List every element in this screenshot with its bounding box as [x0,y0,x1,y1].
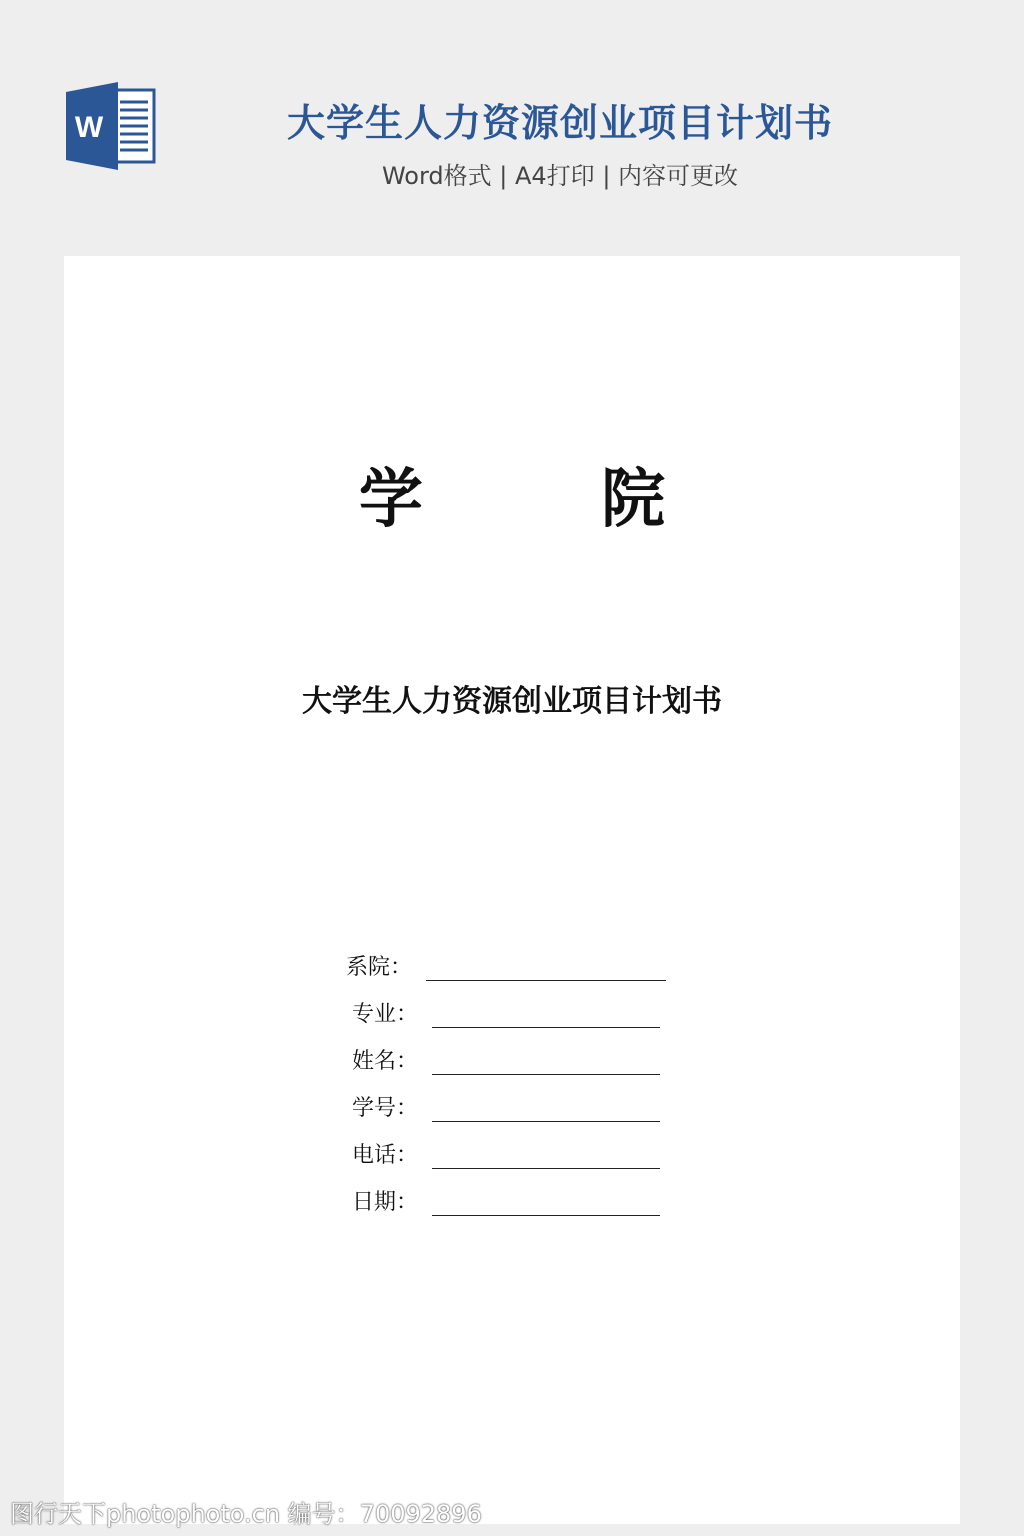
form-blank-line [432,1074,660,1075]
form-blank-line [432,1168,660,1169]
watermark-text: 图行天下photophoto.cn 编号：70092896 [10,1500,482,1528]
document-page [64,256,960,1524]
form-row-student-id [352,1091,682,1138]
form-label-major: 专业： [352,1002,419,1027]
form-label-name: 姓名： [352,1049,419,1074]
header-title: 大学生人力资源创业项目计划书 [286,101,833,145]
form-blank-line [426,980,666,981]
form-blank-line [432,1027,660,1028]
document-title: 大学生人力资源创业项目计划书 [302,684,722,719]
form-blank-line [432,1121,660,1122]
form-blank-line [432,1215,660,1216]
page-header [0,0,1024,230]
form-row-major [352,997,682,1044]
cover-info-form [346,950,682,1232]
form-row-name [352,1044,682,1091]
form-row-date [352,1185,682,1232]
form-label-phone: 电话： [352,1143,419,1168]
form-row-department [346,950,682,997]
form-row-phone [352,1138,682,1185]
word-logo-letter: W [74,111,104,144]
header-subtitle: Word格式 | A4打印 | 内容可更改 [381,162,739,190]
form-label-department: 系院： [346,955,413,980]
form-label-date: 日期： [352,1190,419,1215]
school-heading: 学 院 [358,462,666,537]
word-document-icon [64,82,156,170]
form-label-student-id: 学号： [352,1096,419,1121]
